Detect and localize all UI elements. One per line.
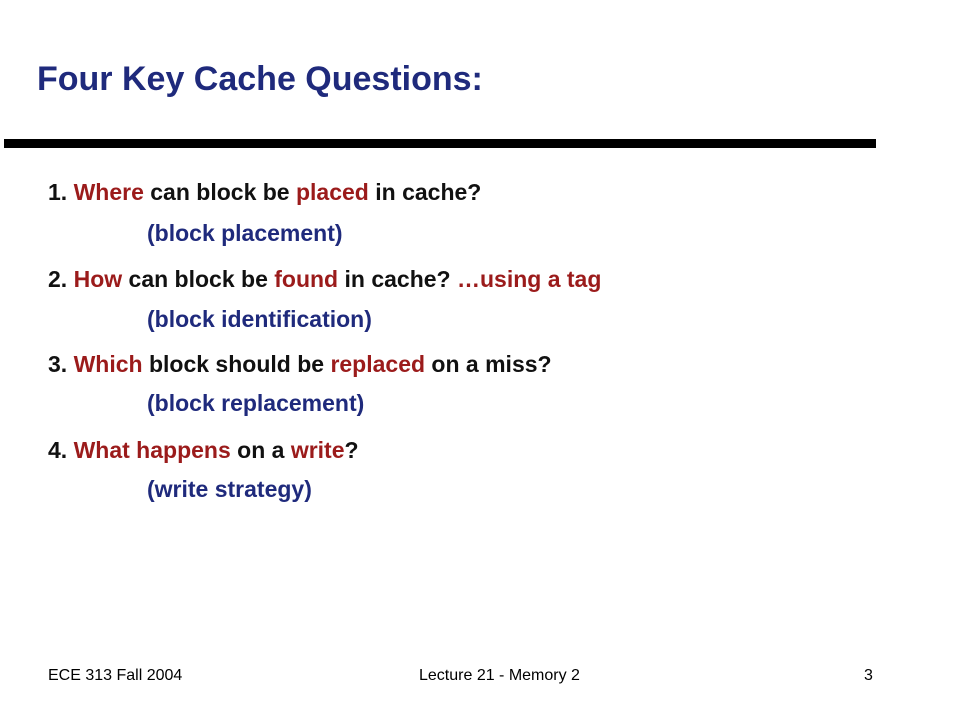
footer-course: ECE 313 Fall 2004: [48, 667, 183, 684]
question-1-highlight: Where: [73, 179, 144, 205]
question-3-category: (block replacement): [147, 390, 365, 416]
title-divider: [4, 139, 876, 148]
page-number: 3: [864, 667, 873, 684]
question-1-text: can block be: [143, 179, 296, 205]
question-3-highlight: Which: [73, 351, 143, 377]
question-4-text: 4.: [48, 437, 74, 463]
question-1-text: in cache?: [368, 179, 482, 205]
question-4-text: ?: [344, 437, 359, 463]
question-3-text: on a miss?: [425, 351, 552, 377]
question-1-category: (block placement): [147, 220, 343, 246]
question-2-highlight: How: [73, 266, 123, 292]
question-1: [48, 181, 481, 204]
question-2-category: (block identification): [147, 306, 372, 332]
question-3-highlight: replaced: [330, 351, 426, 377]
question-2-text: in cache?: [338, 266, 457, 292]
question-4-text: on a: [230, 437, 291, 463]
question-2-highlight: found: [274, 266, 339, 292]
question-4-category: (write strategy): [147, 476, 312, 502]
question-4-highlight: write: [290, 437, 345, 463]
slide-title: Four Key Cache Questions:: [37, 60, 483, 98]
question-3-text: 3.: [48, 351, 74, 377]
question-2-text: 2.: [48, 266, 74, 292]
question-2-text: can block be: [122, 266, 275, 292]
question-4-highlight: What happens: [73, 437, 231, 463]
question-3: [48, 353, 552, 376]
question-1-highlight: placed: [295, 179, 369, 205]
question-2-note: …using a tag: [456, 266, 602, 292]
question-4: [48, 439, 359, 462]
question-1-text: 1.: [48, 179, 74, 205]
question-2: [48, 268, 601, 291]
footer-lecture: Lecture 21 - Memory 2: [419, 667, 580, 684]
question-3-text: block should be: [142, 351, 331, 377]
